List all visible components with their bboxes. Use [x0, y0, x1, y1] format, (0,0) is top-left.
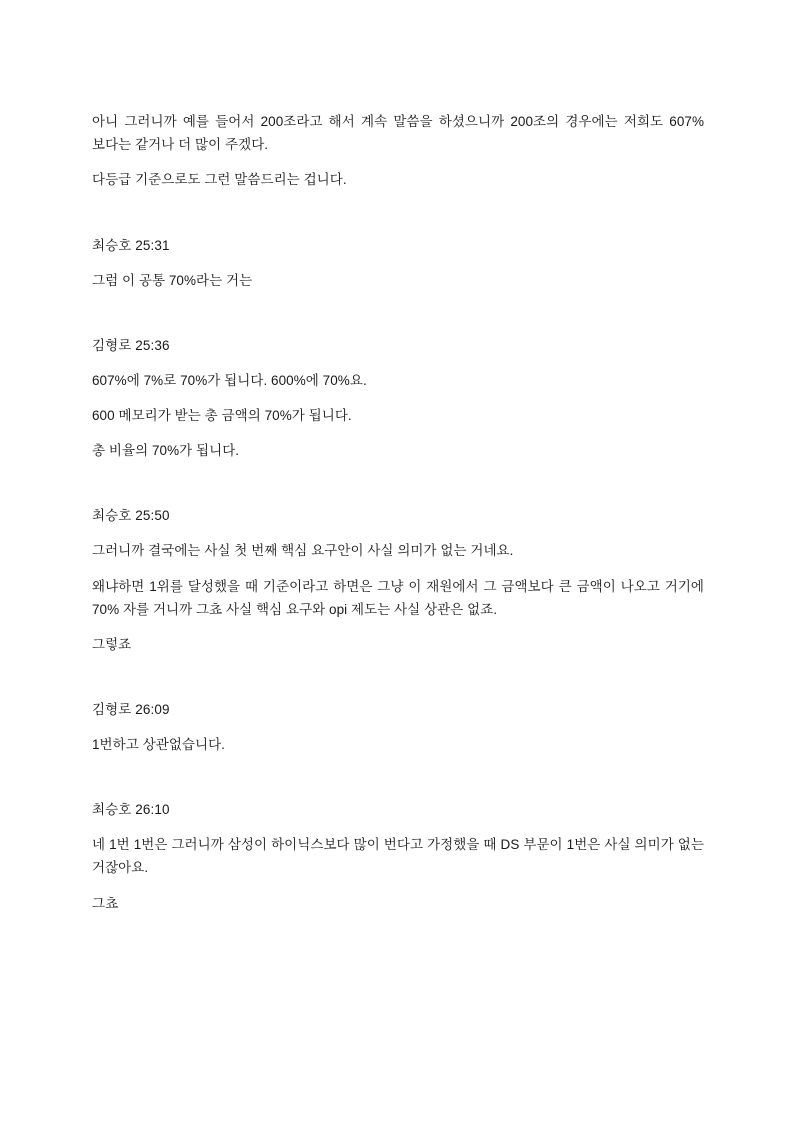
block-spacer	[92, 756, 704, 800]
transcript-paragraph: 607%에 7%로 70%가 됩니다. 600%에 70%요.	[92, 372, 367, 388]
transcript-paragraph: 총 비율의 70%가 됩니다.	[92, 443, 240, 459]
transcript-paragraph: 600 메모리가 받는 총 금액의 70%가 됩니다.	[92, 407, 352, 423]
transcript-block	[92, 110, 704, 192]
block-spacer	[92, 656, 704, 700]
speaker-timestamp: 최승호 25:50	[92, 508, 170, 524]
block-spacer	[92, 292, 704, 336]
speaker-timestamp: 최승호 26:10	[92, 802, 170, 818]
transcript-block	[92, 700, 704, 756]
transcript-paragraph: 그렇죠	[92, 636, 132, 652]
transcript-block	[92, 506, 704, 656]
transcript-paragraph: 그러니까 결국에는 사실 첫 번째 핵심 요구안이 사실 의미가 없는 거네요.	[92, 543, 514, 559]
transcript-body	[92, 110, 704, 915]
transcript-block	[92, 800, 704, 915]
transcript-paragraph: 왜냐하면 1위를 달성했을 때 기준이라고 하면은 그냥 이 재원에서 그 금액보다 큰 금액이 나오고 거기에 70% 자를 거니까 그쵸 사실 핵심 요구와 opi 제도는 사실 상관은 없죠.	[92, 578, 704, 617]
speaker-timestamp: 최승호 25:31	[92, 237, 170, 253]
speaker-timestamp: 김형로 25:36	[92, 337, 170, 353]
block-spacer	[92, 192, 704, 236]
speaker-timestamp: 김형로 26:09	[92, 702, 170, 718]
transcript-paragraph: 1번하고 상관없습니다.	[92, 737, 225, 753]
transcript-paragraph: 네 1번 1번은 그러니까 삼성이 하이닉스보다 많이 번다고 가정했을 때 DS 부문이 1번은 사실 의미가 없는 거잖아요.	[92, 837, 704, 876]
transcript-paragraph: 아니 그러니까 예를 들어서 200조라고 해서 계속 말씀을 하셨으니까 200조의 경우에는 저희도 607%보다는 같거나 더 많이 주겠다.	[92, 114, 704, 153]
transcript-paragraph: 다등급 기준으로도 그런 말씀드리는 겁니다.	[92, 172, 347, 188]
transcript-paragraph: 그쵸	[92, 895, 119, 911]
transcript-paragraph: 그럼 이 공통 70%라는 거는	[92, 272, 253, 288]
transcript-block	[92, 236, 704, 292]
block-spacer	[92, 462, 704, 506]
transcript-block	[92, 336, 704, 463]
